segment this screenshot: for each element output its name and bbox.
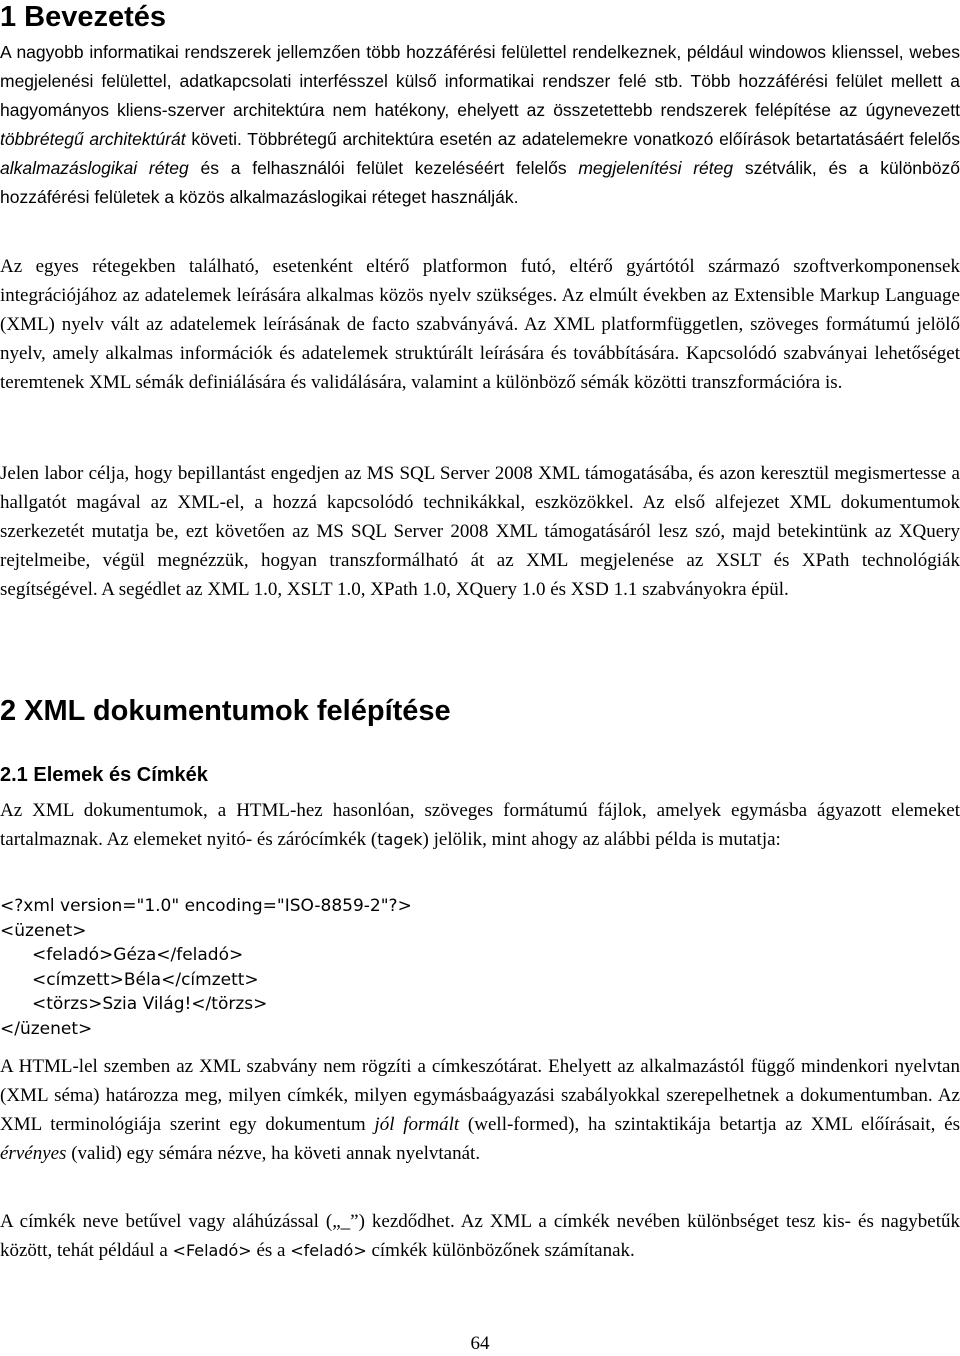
- text-run: A címkék neve betűvel vagy aláhúzással („_”) kezdődhet. Az XML a címkék nevében különbséget tesz kis- és nagybetűk között, tehát például a: [0, 1211, 960, 1261]
- text-run: követi. Többrétegű architektúra esetén az adatelemekre vonatkozó előírások betartatásáért felelős: [185, 129, 960, 149]
- intro-paragraph-3: Jelen labor célja, hogy bepillantást engedjen az MS SQL Server 2008 XML támogatásába, és azon keresztül megismertesse a hallgatót magával az XML-el, a hozzá kapcsolódó technikákkal, eszközökkel. Az első alfejezet XML dokumentumok szerkezetét mutatja be, ezt követően az MS SQL Server 2008 XML támogatásáról lesz szó, majd betekintünk az XQuery rejtelmeibe, végül megnézzük, hogyan transzformálható át az XML megjelenése az XSLT és XPath technológiák segítségével. A segédlet az XML 1.0, XSLT 1.0, XPath 1.0, XQuery 1.0 és XSD 1.1 szabványokra épül.: [0, 463, 960, 600]
- emphasis-term: alkalmazáslogikai réteg: [0, 158, 189, 178]
- text-run: A nagyobb informatikai rendszerek jellemzően több hozzáférési felülettel rendelkeznek, például windowos klienssel, webes megjelenési felülettel, adatkapcsolati interfésszel külső informatikai rendszer felé stb. Több hozzáférési felület mellett a hagyományos kliens-szerver architektúra nem hatékony, ehelyett az összetettebb rendszerek felépítése az úgynevezett: [0, 42, 960, 120]
- xml-code-example: [0, 894, 412, 1041]
- code-line: </üzenet>: [0, 1018, 93, 1039]
- elements-paragraph-2: [0, 1052, 960, 1168]
- elements-paragraph-3: [0, 1207, 960, 1265]
- emphasis-term: érvényes: [0, 1143, 67, 1164]
- page-number: 64: [470, 1333, 490, 1354]
- section-1-heading: 1 Bevezetés: [0, 1, 167, 33]
- emphasis-term: többrétegű architektúrát: [0, 129, 186, 149]
- text-run: címkék különbözőnek számítanak.: [366, 1240, 635, 1261]
- code-line: <törzs>Szia Világ!</törzs>: [32, 994, 268, 1014]
- tag-term: tagek: [377, 830, 423, 849]
- code-line: <címzett>Béla</címzett>: [32, 969, 259, 990]
- intro-paragraph-2: Az egyes rétegekben található, esetenként eltérő platformon futó, eltérő gyártótól származó szoftverkomponensek integrációjához az adatelemek leírására alkalmas közös nyelv szükséges. Az elmúlt években az Extensible Markup Language (XML) nyelv vált az adatelemek leírásának de facto szabványává. Az XML platformfüggetlen, szöveges formátumú jelölő nyelv, amely alkalmas információk és adatelemek struktúrált leírására és továbbítására. Kapcsolódó szabványai lehetőséget teremtenek XML sémák definiálására és validálására, valamint a különböző sémák közötti transzformációra is.: [0, 256, 960, 393]
- text-run: szétválik, és a különböző hozzáférési felületek a közös alkalmazáslogikai réteget használják.: [0, 158, 960, 207]
- emphasis-term: megjelenítési réteg: [578, 158, 734, 178]
- intro-paragraph-1: [0, 38, 960, 212]
- code-line: <?xml version="1.0" encoding="ISO-8859-2"?>: [0, 896, 412, 916]
- text-run: és a felhasználói felület kezeléséért felelős: [188, 158, 579, 178]
- code-line: <feladó>Géza</feladó>: [32, 945, 244, 965]
- inline-code: <feladó>: [290, 1241, 367, 1260]
- text-run: (well-formed), ha szintaktikája betartja az XML előírásait, és: [459, 1114, 960, 1135]
- text-run: és a: [251, 1240, 291, 1261]
- text-run: A HTML-lel szemben az XML szabvány nem rögzíti a címkeszótárat. Ehelyett az alkalmazástól függő mindenkori nyelvtan (XML séma) határozza meg, milyen címkék, milyen egymásbaágyazási szabályokkal szerepelhetnek a dokumentumban. Az XML terminológiája szerint egy dokumentum: [0, 1056, 960, 1135]
- subsection-2-1-heading: 2.1 Elemek és Címkék: [0, 764, 208, 786]
- inline-code: <Feladó>: [172, 1241, 252, 1260]
- text-run: (valid) egy sémára nézve, ha követi annak nyelvtanát.: [66, 1143, 481, 1164]
- code-line: <üzenet>: [0, 920, 87, 941]
- text-run: ) jelölik, mint ahogy az alábbi példa is mutatja:: [422, 829, 781, 850]
- text-run: Az XML dokumentumok, a HTML-hez hasonlóan, szöveges formátumú fájlok, amelyek egymásba ágyazott elemeket tartalmaznak. Az elemeket nyitó- és zárócímkék (: [0, 800, 960, 850]
- elements-paragraph-1: [0, 796, 960, 854]
- section-2-heading: 2 XML dokumentumok felépítése: [0, 695, 451, 727]
- emphasis-term: jól formált: [374, 1114, 460, 1135]
